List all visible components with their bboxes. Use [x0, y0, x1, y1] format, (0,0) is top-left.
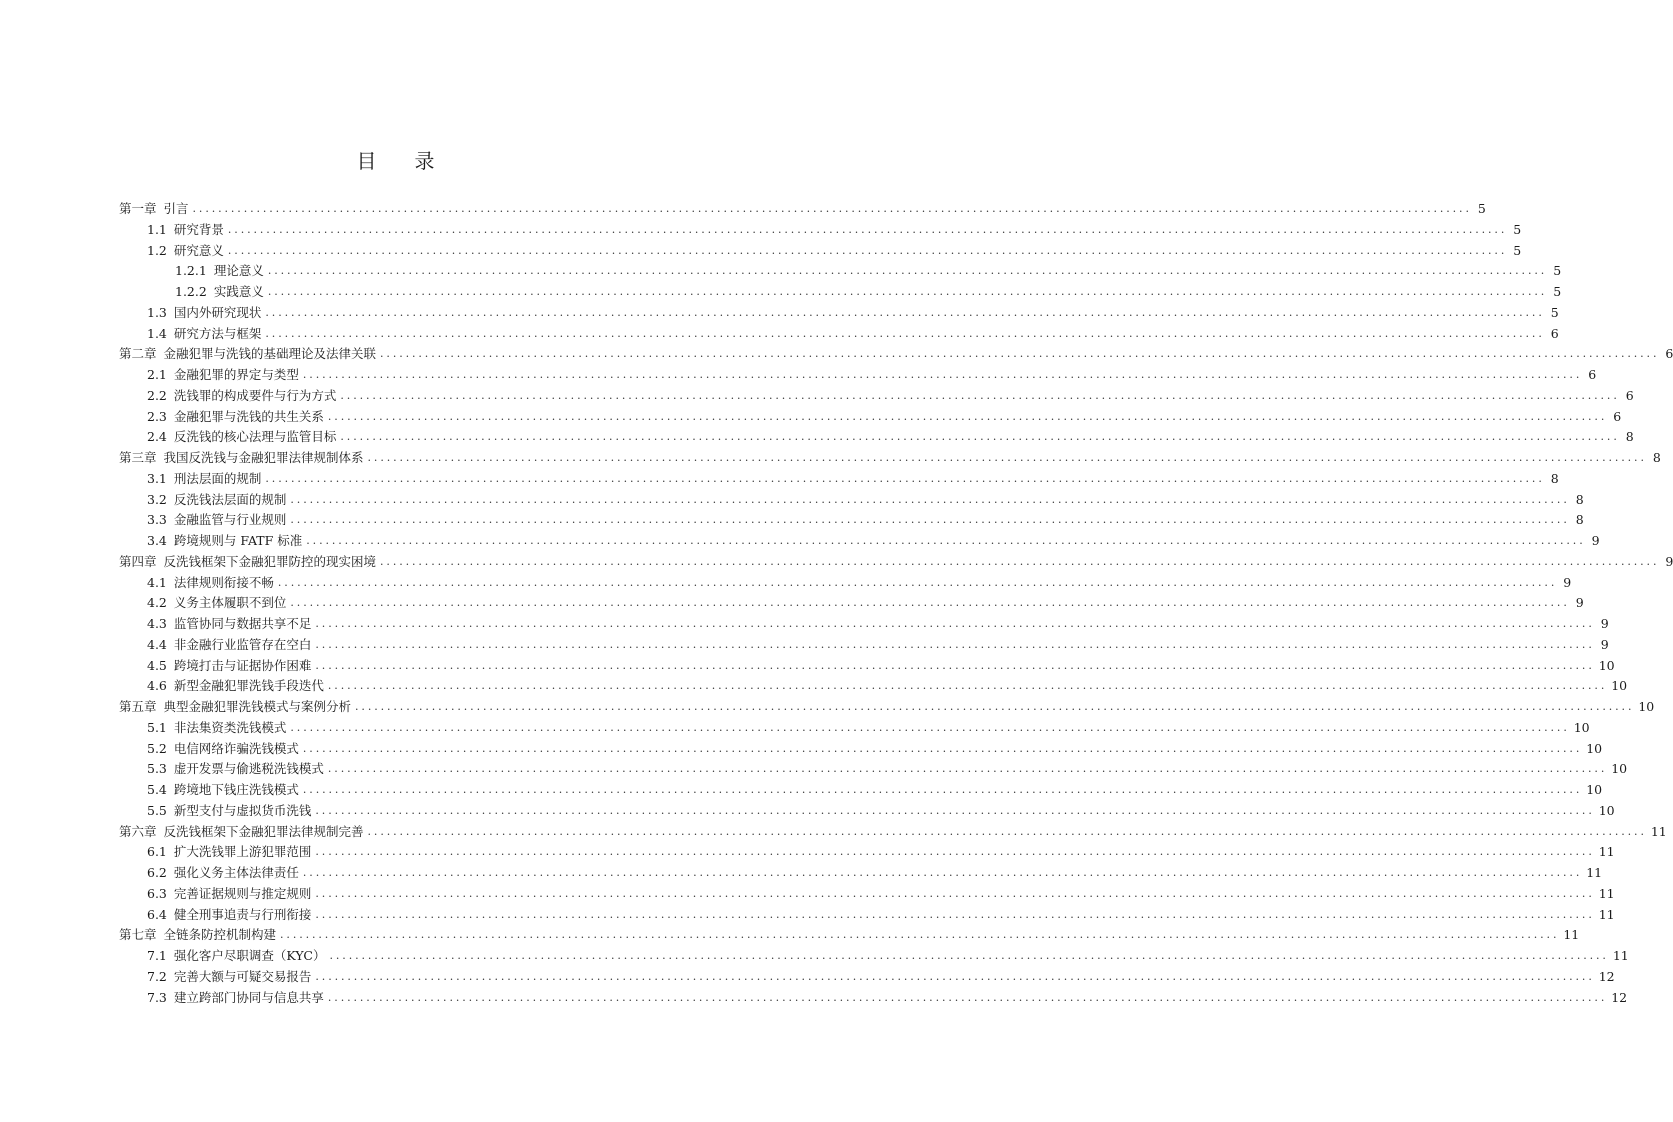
toc-entry[interactable] — [119, 510, 1584, 531]
toc-entry-label — [147, 967, 311, 988]
toc-entry[interactable] — [119, 365, 1597, 386]
toc-entry-text: 金融犯罪的界定与类型 — [173, 367, 299, 382]
toc-entry[interactable] — [119, 614, 1609, 635]
dot-leader: ........................................................................................................................................................................................................ — [327, 409, 1608, 423]
toc-entry-number: 5.1 — [147, 719, 167, 735]
dot-leader: ........................................................................................................................................................................................................ — [306, 534, 1586, 547]
toc-entry-page-number: 11 — [1563, 927, 1580, 943]
toc-entry-number: 2.1 — [147, 367, 167, 382]
toc-entry-text: 强化义务主体法律责任 — [173, 865, 299, 880]
toc-entry-label — [147, 780, 299, 801]
toc-entry-page-number: 11 — [1650, 823, 1667, 839]
toc-entry-number: 6.4 — [147, 906, 167, 922]
toc-entry-number: 1.2.2 — [175, 284, 207, 299]
toc-entry-number: 2.2 — [147, 387, 167, 403]
toc-entry-page-number: 10 — [1586, 782, 1603, 797]
dot-leader: ........................................................................................................................................................................................................ — [315, 886, 1595, 900]
dot-leader: ........................................................................................................................................................................................................ — [265, 305, 1545, 319]
toc-entry-label — [147, 656, 311, 677]
dot-leader: ........................................................................................................................................................................................................ — [290, 492, 1570, 506]
toc-entry[interactable] — [119, 344, 1673, 365]
toc-entry[interactable] — [119, 241, 1522, 262]
toc-entry-label — [147, 510, 286, 531]
dot-leader: ........................................................................................................................................................................................................ — [315, 637, 1595, 651]
toc-entry-page-number: 8 — [1625, 429, 1634, 445]
toc-entry-text: 义务主体履职不到位 — [173, 595, 287, 611]
toc-entry-number: 1.2.1 — [175, 263, 207, 279]
toc-entry-page-number: 9 — [1600, 616, 1609, 631]
toc-entry-page-number: 10 — [1598, 802, 1615, 818]
page-title — [0, 145, 793, 174]
toc-entry-page-number: 8 — [1575, 491, 1584, 507]
toc-entry[interactable] — [119, 925, 1580, 946]
toc-entry-label — [119, 344, 376, 365]
dot-leader: ........................................................................................................................................................................................................ — [380, 554, 1660, 568]
toc-entry-label — [119, 925, 276, 946]
toc-entry-text: 研究背景 — [173, 221, 224, 237]
toc-entry-label — [119, 199, 189, 220]
dot-leader: ........................................................................................................................................................................................................ — [290, 513, 1570, 527]
toc-entry[interactable] — [119, 718, 1590, 739]
toc-entry-page-number: 8 — [1575, 512, 1584, 528]
dot-leader: ........................................................................................................................................................................................................ — [302, 368, 1583, 381]
toc-entry[interactable] — [119, 801, 1615, 822]
title-char-2: 录 — [414, 149, 437, 173]
toc-entry-text: 反洗钱法层面的规制 — [173, 491, 287, 507]
toc-entry-number: 4.1 — [147, 574, 167, 590]
toc-entry[interactable] — [119, 946, 1629, 967]
toc-entry-label — [175, 282, 264, 303]
toc-entry-text: 非金融行业监管存在空白 — [173, 636, 312, 652]
dot-leader: ........................................................................................................................................................................................................ — [315, 803, 1595, 817]
dot-leader: ........................................................................................................................................................................................................ — [267, 285, 1548, 298]
toc-entry-text: 金融监管与行业规则 — [173, 512, 287, 528]
dot-leader: ........................................................................................................................................................................................................ — [227, 222, 1508, 236]
toc-entry-page-number: 8 — [1550, 470, 1559, 486]
toc-entry-number: 第五章 — [119, 699, 157, 714]
dot-leader: ........................................................................................................................................................................................................ — [290, 596, 1570, 610]
toc-entry-label — [147, 220, 224, 241]
toc-entry-number: 2.3 — [147, 408, 167, 424]
toc-entry-page-number: 11 — [1586, 865, 1603, 880]
toc-entry-number: 7.3 — [147, 989, 167, 1005]
toc-entry-page-number: 10 — [1611, 761, 1628, 777]
toc-entry-text: 强化客户尽职调查（KYC） — [173, 948, 326, 963]
toc-entry-text: 金融犯罪与洗钱的共生关系 — [173, 408, 324, 424]
toc-entry-page-number: 9 — [1591, 533, 1600, 548]
toc-entry-number: 5.3 — [147, 761, 167, 777]
toc-entry-text: 电信网络诈骗洗钱模式 — [173, 740, 299, 756]
toc-entry-page-number: 5 — [1553, 284, 1562, 299]
toc-entry-text: 研究方法与框架 — [173, 325, 262, 341]
toc-entry-page-number: 12 — [1611, 989, 1628, 1005]
toc-entry-number: 6.1 — [147, 844, 167, 860]
toc-entry-page-number: 9 — [1665, 553, 1673, 569]
toc-entry-number: 第一章 — [119, 201, 157, 216]
dot-leader: ........................................................................................................................................................................................................ — [302, 783, 1583, 796]
toc-entry-label — [147, 386, 336, 407]
toc-entry-page-number: 11 — [1598, 906, 1615, 922]
toc-entry-text: 监管协同与数据共享不足 — [173, 616, 312, 631]
toc-entry-number: 7.1 — [147, 948, 167, 963]
dot-leader: ........................................................................................................................................................................................................ — [192, 202, 1472, 215]
toc-entry-label — [147, 676, 324, 697]
toc-entry-number: 1.2 — [147, 242, 167, 258]
toc-entry-text: 健全刑事追责与行刑衔接 — [173, 906, 312, 922]
toc-entry-label — [147, 241, 224, 262]
toc-entry-label — [147, 614, 311, 635]
toc-entry-label — [147, 759, 324, 780]
toc-entry-label — [119, 822, 364, 843]
toc-entry-page-number: 9 — [1575, 595, 1584, 611]
toc-entry-page-number: 8 — [1652, 450, 1661, 465]
toc-entry-label — [147, 531, 302, 552]
toc-entry-text: 研究意义 — [173, 242, 224, 258]
toc-entry-label — [119, 697, 351, 718]
dot-leader: ........................................................................................................................................................................................................ — [367, 451, 1647, 464]
toc-entry-label — [147, 324, 261, 345]
toc-entry-number: 4.6 — [147, 678, 167, 694]
toc-entry-number: 第四章 — [119, 553, 157, 569]
title-char-1: 目 — [356, 149, 379, 173]
dot-leader: ........................................................................................................................................................................................................ — [315, 907, 1595, 921]
toc-entry-number: 第六章 — [119, 823, 157, 839]
toc-entry-text: 洗钱罪的构成要件与行为方式 — [173, 387, 337, 403]
toc-entry-number: 1.3 — [147, 304, 167, 320]
toc-entry-text: 完善大额与可疑交易报告 — [173, 968, 312, 984]
toc-entry-text: 反洗钱的核心法理与监管目标 — [173, 429, 337, 445]
toc-entry-number: 4.2 — [147, 595, 167, 611]
dot-leader: ........................................................................................................................................................................................................ — [302, 741, 1583, 755]
toc-entry-text: 扩大洗钱罪上游犯罪范围 — [173, 844, 312, 860]
toc-entry-page-number: 6 — [1613, 408, 1622, 424]
toc-entry-text: 跨境地下钱庄洗钱模式 — [173, 782, 299, 797]
toc-entry-page-number: 10 — [1598, 657, 1615, 673]
toc-entry[interactable] — [119, 531, 1600, 552]
toc-entry-text: 新型金融犯罪洗钱手段迭代 — [173, 678, 324, 694]
toc-entry[interactable] — [119, 427, 1634, 448]
dot-leader: ........................................................................................................................................................................................................ — [315, 969, 1595, 983]
toc-entry-label — [147, 427, 336, 448]
toc-entry-number: 2.4 — [147, 429, 167, 445]
dot-leader: ........................................................................................................................................................................................................ — [340, 388, 1620, 402]
toc-entry[interactable] — [119, 490, 1584, 511]
toc-entry-number: 6.3 — [147, 885, 167, 901]
dot-leader: ........................................................................................................................................................................................................ — [280, 928, 1560, 942]
toc-entry-label — [147, 469, 261, 490]
toc-entry-number: 第二章 — [119, 346, 157, 362]
toc-entry-number: 4.4 — [147, 636, 167, 652]
toc-entry-number: 1.4 — [147, 325, 167, 341]
dot-leader: ........................................................................................................................................................................................................ — [290, 720, 1570, 734]
dot-leader: ........................................................................................................................................................................................................ — [327, 762, 1608, 776]
toc-entry-text: 非法集资类洗钱模式 — [173, 719, 287, 735]
toc-entry-text: 虚开发票与偷逃税洗钱模式 — [173, 761, 324, 777]
dot-leader: ........................................................................................................................................................................................................ — [355, 700, 1635, 713]
toc-entry-text: 我国反洗钱与金融犯罪法律规制体系 — [163, 450, 364, 465]
toc-entry-label — [147, 739, 299, 760]
toc-entry[interactable] — [119, 593, 1584, 614]
toc-entry[interactable] — [119, 739, 1603, 760]
toc-entry-text: 实践意义 — [213, 284, 264, 299]
toc-entry-label — [147, 365, 299, 386]
toc-entry[interactable] — [119, 573, 1572, 594]
toc-entry-text: 典型金融犯罪洗钱模式与案例分析 — [163, 699, 352, 714]
toc-entry-text: 跨境打击与证据协作困难 — [173, 657, 312, 673]
toc-entry-number: 4.3 — [147, 616, 167, 631]
toc-entry-page-number: 5 — [1477, 201, 1486, 216]
dot-leader: ........................................................................................................................................................................................................ — [315, 845, 1595, 859]
toc-entry[interactable] — [119, 469, 1559, 490]
toc-entry-number: 4.5 — [147, 657, 167, 673]
toc-entry-text: 新型支付与虚拟货币洗钱 — [173, 802, 312, 818]
toc-entry-number: 3.1 — [147, 470, 167, 486]
toc-entry[interactable] — [119, 220, 1522, 241]
toc-entry-text: 理论意义 — [213, 263, 264, 279]
toc-entry-text: 反洗钱框架下金融犯罪法律规制完善 — [163, 823, 364, 839]
toc-entry-number: 3.3 — [147, 512, 167, 528]
toc-entry-page-number: 10 — [1586, 740, 1603, 756]
toc-entry[interactable] — [119, 199, 1486, 220]
toc-entry-text: 完善证据规则与推定规则 — [173, 885, 312, 901]
toc-entry-text: 反洗钱框架下金融犯罪防控的现实困境 — [163, 553, 377, 569]
toc-entry-text: 国内外研究现状 — [173, 304, 262, 320]
toc-entry-page-number: 10 — [1573, 719, 1590, 735]
toc-entry[interactable] — [119, 448, 1661, 469]
dot-leader: ........................................................................................................................................................................................................ — [380, 347, 1660, 361]
toc-entry-number: 6.2 — [147, 865, 167, 880]
toc-entry-label — [147, 407, 324, 428]
toc-entry-number: 7.2 — [147, 968, 167, 984]
toc-entry-number: 第三章 — [119, 450, 157, 465]
toc-entry-number: 5.5 — [147, 802, 167, 818]
toc-entry[interactable] — [119, 967, 1615, 988]
toc-entry-label — [175, 261, 264, 282]
toc-entry-page-number: 6 — [1550, 325, 1559, 341]
toc-entry-label — [147, 863, 299, 884]
toc-entry-text: 法律规则衔接不畅 — [173, 574, 274, 590]
toc-entry[interactable] — [119, 676, 1628, 697]
toc-entry-page-number: 9 — [1600, 636, 1609, 652]
toc-entry-label — [147, 988, 324, 1009]
toc-entry-page-number: 5 — [1550, 304, 1559, 320]
toc-entry-number: 1.1 — [147, 221, 167, 237]
dot-leader: ........................................................................................................................................................................................................ — [267, 264, 1548, 278]
toc-entry-page-number: 6 — [1625, 387, 1634, 403]
toc-entry-label — [147, 490, 286, 511]
toc-entry[interactable] — [119, 324, 1559, 345]
toc-entry-text: 全链条防控机制构建 — [163, 927, 277, 943]
toc-entry-label — [147, 905, 311, 926]
toc-entry[interactable] — [119, 905, 1615, 926]
toc-entry[interactable] — [119, 780, 1603, 801]
toc-entry-page-number: 11 — [1598, 844, 1615, 860]
toc-entry-label — [147, 801, 311, 822]
dot-leader: ........................................................................................................................................................................................................ — [315, 617, 1595, 630]
toc-entry-label — [147, 842, 311, 863]
toc-entry[interactable] — [119, 386, 1634, 407]
toc-entry-page-number: 5 — [1513, 242, 1522, 258]
toc-entry[interactable] — [119, 656, 1615, 677]
toc-entry-page-number: 5 — [1513, 221, 1522, 237]
toc-entry-number: 第七章 — [119, 927, 157, 943]
toc-entry-text: 跨境规则与 FATF 标准 — [173, 533, 303, 548]
dot-leader: ........................................................................................................................................................................................................ — [265, 471, 1545, 485]
dot-leader: ........................................................................................................................................................................................................ — [327, 990, 1608, 1004]
toc-entry[interactable] — [119, 303, 1559, 324]
toc-entry-text: 引言 — [163, 201, 189, 216]
dot-leader: ........................................................................................................................................................................................................ — [277, 575, 1558, 589]
toc-entry-page-number: 10 — [1611, 678, 1628, 694]
toc-entry-page-number: 11 — [1598, 885, 1615, 901]
dot-leader: ........................................................................................................................................................................................................ — [227, 243, 1508, 257]
toc-entry-label — [147, 573, 274, 594]
toc-entry-page-number: 12 — [1598, 968, 1615, 984]
toc-entry-label — [147, 635, 311, 656]
dot-leader: ........................................................................................................................................................................................................ — [302, 866, 1583, 879]
toc-entry-number: 5.4 — [147, 782, 167, 797]
dot-leader: ........................................................................................................................................................................................................ — [265, 326, 1545, 340]
table-of-contents — [119, 199, 1673, 1008]
toc-entry[interactable] — [119, 863, 1603, 884]
toc-entry[interactable] — [119, 697, 1655, 718]
dot-leader: ........................................................................................................................................................................................................ — [315, 658, 1595, 672]
toc-entry-page-number: 6 — [1665, 346, 1673, 362]
toc-entry-label — [119, 448, 364, 469]
toc-entry-page-number: 6 — [1588, 367, 1597, 382]
toc-entry[interactable] — [119, 407, 1622, 428]
toc-entry-label — [147, 303, 261, 324]
toc-entry-text: 刑法层面的规制 — [173, 470, 262, 486]
toc-entry[interactable] — [119, 552, 1673, 573]
toc-entry[interactable] — [119, 759, 1628, 780]
toc-entry[interactable] — [119, 842, 1615, 863]
toc-entry-label — [147, 593, 286, 614]
toc-entry[interactable] — [119, 635, 1609, 656]
toc-entry[interactable] — [119, 822, 1667, 843]
toc-entry-label — [147, 718, 286, 739]
dot-leader: ........................................................................................................................................................................................................ — [327, 679, 1608, 693]
toc-entry[interactable] — [119, 988, 1628, 1009]
toc-entry-text: 金融犯罪与洗钱的基础理论及法律关联 — [163, 346, 377, 362]
toc-entry[interactable] — [119, 261, 1562, 282]
dot-leader: ........................................................................................................................................................................................................ — [329, 949, 1609, 962]
toc-entry[interactable] — [119, 282, 1562, 303]
toc-entry-page-number: 5 — [1553, 263, 1562, 279]
toc-entry-number: 3.4 — [147, 533, 167, 548]
dot-leader: ........................................................................................................................................................................................................ — [367, 824, 1647, 838]
toc-entry-label — [147, 884, 311, 905]
toc-entry-page-number: 10 — [1638, 699, 1655, 714]
toc-entry-text: 建立跨部门协同与信息共享 — [173, 989, 324, 1005]
toc-entry[interactable] — [119, 884, 1615, 905]
toc-entry-number: 5.2 — [147, 740, 167, 756]
toc-entry-label — [147, 946, 326, 967]
dot-leader: ........................................................................................................................................................................................................ — [340, 430, 1620, 444]
toc-entry-number: 3.2 — [147, 491, 167, 507]
toc-entry-page-number: 9 — [1563, 574, 1572, 590]
toc-entry-page-number: 11 — [1612, 948, 1629, 963]
toc-entry-label — [119, 552, 376, 573]
